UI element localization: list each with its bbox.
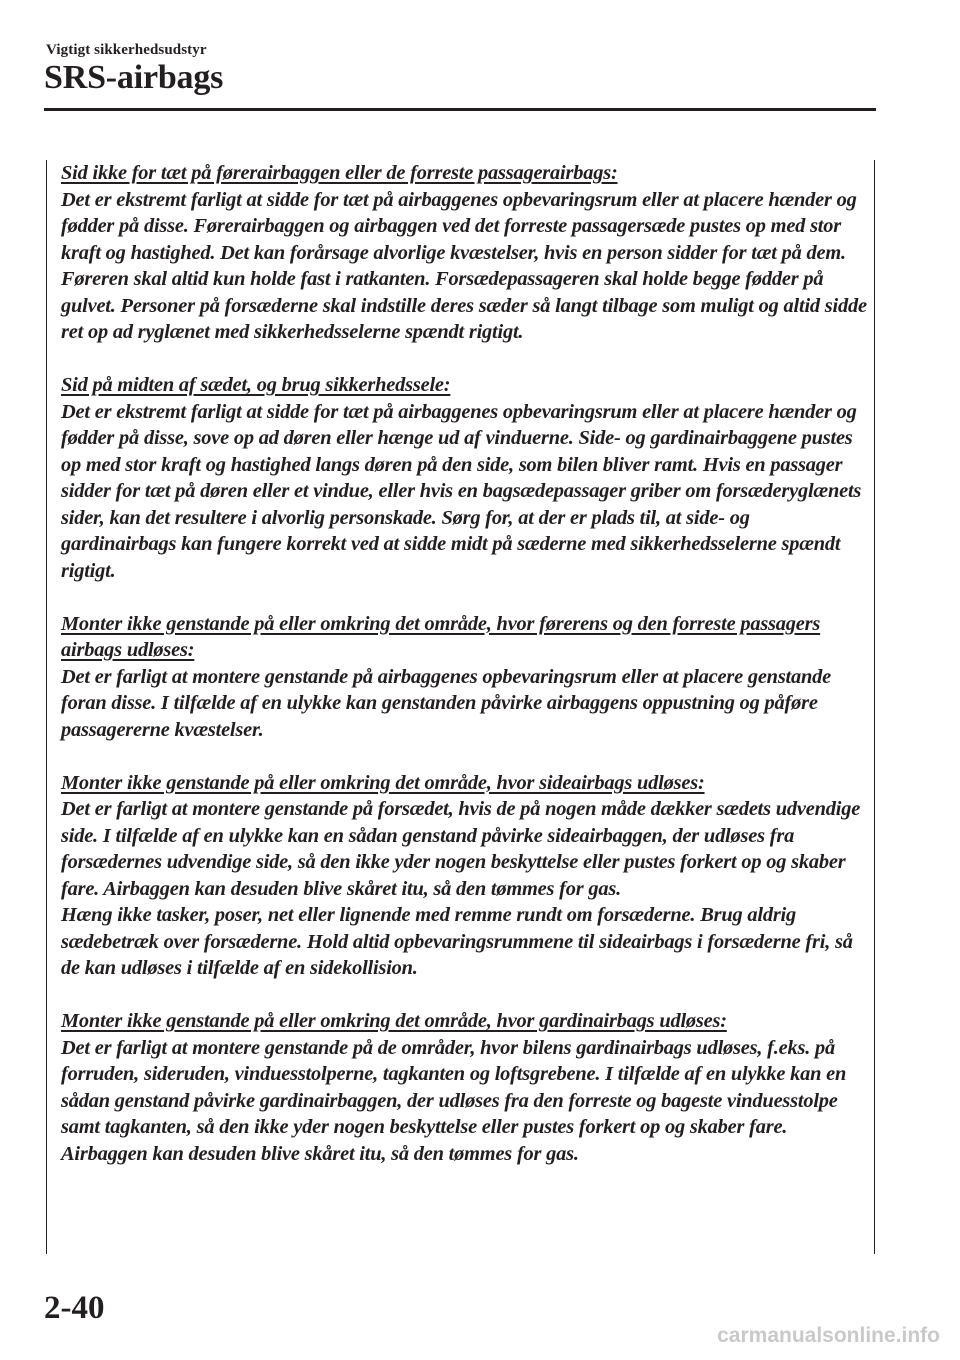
warning-text: Hæng ikke tasker, poser, net eller lignende med remme rundt om forsæderne. Brug aldrig sædebetræk over forsæderne. Hold altid opbevaringsrummene til sideairbags i forsæderne fri, så de kan udløses i tilfælde af en sidekollision. [61,904,853,979]
warning-text: Det er farligt at montere genstande på de områder, hvor bilens gardinairbags udløses, f.eks. på forruden, sideruden, vinduesstolperne, tagkanten og loftsgrebene. I tilfælde af en ulykke kan en sådan genstand påvirke gardinairbaggen, der udløses fra den forreste og bageste vinduesstolpe samt tagkanten, så den ikke yder nogen beskyttelse eller pustes forkert op og skaber fare. Airbaggen kan desuden blive skåret itu, så den tømmes for gas. [61,1036,847,1165]
page-number: 2-40 [44,1290,105,1326]
warning-text: Det er farligt at montere genstande på forsædet, hvis de på nogen måde dækker sædets udvendige side. I tilfælde af en ulykke kan en sådan genstand påvirke sideairbaggen, der udløses fra forsædernes udvendige side, så den ikke yder nogen beskyttelse eller pustes forkert op og skaber fare. Airbaggen kan desuden blive skåret itu, så den tømmes for gas. [61,798,861,900]
warning-block-side-deploy-area [61,770,867,982]
warning-block-front-airbags [61,160,867,346]
warning-body [61,160,867,1194]
warning-right-rule [874,160,875,1254]
warning-heading: Monter ikke genstande på eller omkring det område, hvor førerens og den forreste passagers airbags udløses: [61,612,821,661]
page-title: SRS-airbags [44,59,224,96]
warning-block-front-deploy-area [61,611,867,744]
warning-heading: Monter ikke genstande på eller omkring det område, hvor sideairbags udløses: [61,771,705,794]
warning-left-rule [46,160,47,1254]
watermark: carmanualsonline.info [717,1324,940,1347]
warning-block-seating [61,372,867,584]
warning-block-curtain-deploy-area [61,1008,867,1167]
warning-text: Det er ekstremt farligt at sidde for tæt på airbaggenes opbevaringsrum eller at placere hænder og fødder på disse. Førerairbaggen og airbaggen ved det forreste passagersæde pustes op med stor kraft og hastighed. Det kan forårsage alvorlige kvæstelser, hvis en person sidder for tæt på dem. Føreren skal altid kun holde fast i ratkanten. Forsædepassageren skal holde begge fødder på gulvet. Personer på forsæderne skal indstille deres sæder så langt tilbage som muligt og altid sidde ret op ad ryglænet med sikkerhedsselerne spændt rigtigt. [61,188,867,343]
warning-heading: Monter ikke genstande på eller omkring det område, hvor gardinairbags udløses: [61,1010,727,1032]
warning-text: Det er farligt at montere genstande på airbaggenes opbevaringsrum eller at placere genstande foran disse. I tilfælde af en ulykke kan genstanden påvirke airbaggens oppustning og påføre passagererne kvæstelser. [61,665,832,741]
section-label: Vigtigt sikkerhedsudstyr [46,42,207,58]
title-divider [44,108,876,111]
warning-heading: Sid ikke for tæt på førerairbaggen eller de forreste passagerairbags: [61,162,618,184]
warning-heading: Sid på midten af sædet, og brug sikkerhedssele: [61,374,451,396]
warning-text: Det er ekstremt farligt at sidde for tæt på airbaggenes opbevaringsrum eller at placere hænder og fødder på disse, sove op ad døren eller hænge ud af vinduerne. Side- og gardinairbaggene pustes op med stor kraft og hastighed langs døren på den side, som bilen bliver ramt. Hvis en passager sidder for tæt på døren eller et vindue, eller hvis en bagsædepassager griber om forsæderyglænets sider, kan det resultere i alvorlig personskade. Sørg for, at der er plads til, at side- og gardinairbags kan fungere korrekt ved at sidde midt på sæderne med sikkerhedsselerne spændt rigtigt. [61,400,862,582]
